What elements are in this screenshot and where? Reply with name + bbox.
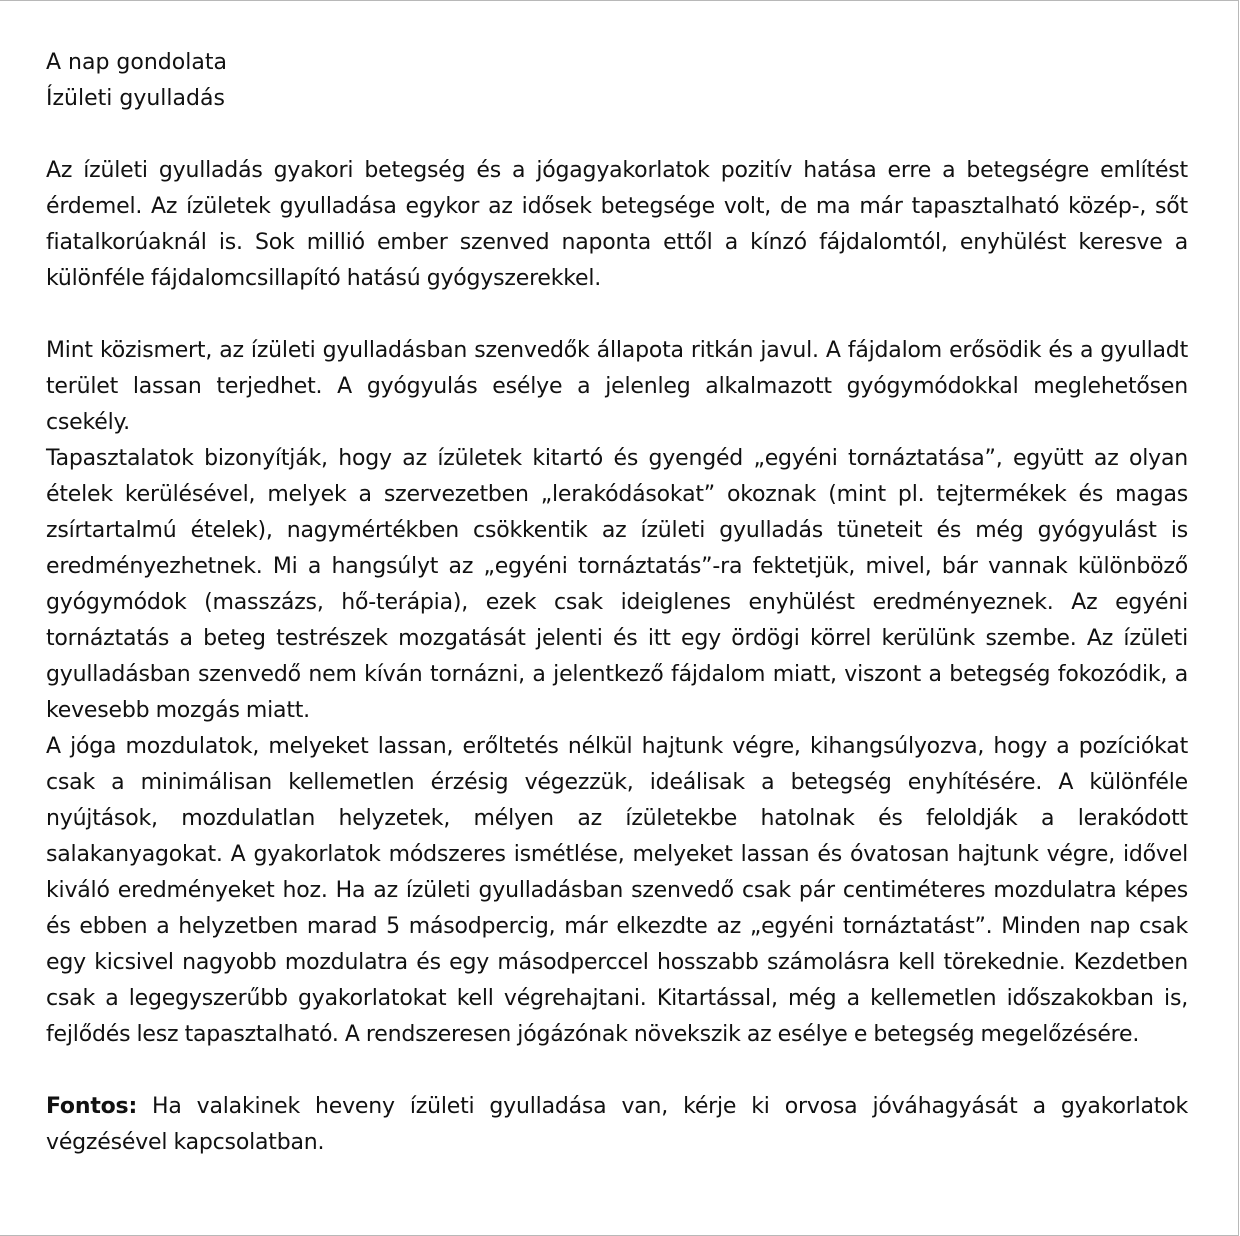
document-body (46, 45, 1188, 1161)
important-note-label: Fontos: (46, 1094, 138, 1119)
paragraph-intro: Az ízületi gyulladás gyakori betegség és a jógagyakorlatok pozitív hatása erre a betegségre említést érdemel. Az ízületek gyulladása egykor az idősek betegsége volt, de ma már tapasztalható közép-, sőt fiatalkorúaknál is. Sok millió ember szenved naponta ettől a kínzó fájdalomtól, enyhülést keresve a különféle fájdalomcsillapító hatású gyógyszerekkel. (46, 158, 1188, 291)
paragraph-yoga: A jóga mozdulatok, melyeket lassan, erőltetés nélkül hajtunk végre, kihangsúlyozva, hogy a pozíciókat csak a minimálisan kellemetlen érzésig végezzük, ideálisak a betegség enyhítésére. A különféle nyújtások, mozdulatlan helyzetek, mélyen az ízületekbe hatolnak és feloldják a lerakódott salakanyagokat. A gyakorlatok módszeres ismétlése, melyeket lassan és óvatosan hajtunk végre, idővel kiváló eredményeket hoz. Ha az ízületi gyulladásban szenvedő csak pár centiméteres mozdulatra képes és ebben a helyzetben marad 5 másodpercig, már elkezdte az „egyéni tornáztatást”. Minden nap csak egy kicsivel nagyobb mozdulatra és egy másodperccel hosszabb számolásra kell törekednie. Kezdetben csak a legegyszerűbb gyakorlatokat kell végrehajtani. Kitartással, még a kellemetlen időszakokban is, fejlődés lesz tapasztalható. A rendszeresen jógázónak növekszik az esélye e betegség megelőzésére. (46, 734, 1188, 1047)
important-note (46, 1089, 1188, 1161)
document-kicker: A nap gondolata (46, 50, 227, 75)
spacer (46, 297, 1188, 333)
paragraph-experience: Tapasztalatok bizonyítják, hogy az ízületek kitartó és gyengéd „egyéni tornáztatása”, együtt az olyan ételek kerülésével, melyek a szervezetben „lerakódásokat” okoznak (mint pl. tejtermékek és magas zsírtartalmú ételek), nagymértékben csökkentik az ízületi gyulladás tüneteit és még gyógyulást is eredményezhetnek. Mi a hangsúlyt az „egyéni tornáztatás”-ra fektetjük, mivel, bár vannak különböző gyógymódok (masszázs, hő-terápia), ezek csak ideiglenes enyhülést eredményeznek. Az egyéni tornáztatás a beteg testrészek mozgatását jelenti és itt egy ördögi körrel kerülünk szembe. Az ízületi gyulladásban szenvedő nem kíván tornázni, a jelentkező fájdalom miatt, viszont a betegség fokozódik, a kevesebb mozgás miatt. (46, 446, 1188, 723)
document-title: Ízületi gyulladás (46, 86, 225, 111)
spacer (46, 1053, 1188, 1089)
important-note-text: Ha valakinek heveny ízületi gyulladása van, kérje ki orvosa jóváhagyását a gyakorlatok végzésével kapcsolatban. (46, 1094, 1188, 1155)
spacer (46, 117, 1188, 153)
paragraph-condition: Mint közismert, az ízületi gyulladásban szenvedők állapota ritkán javul. A fájdalom erősödik és a gyulladt terület lassan terjedhet. A gyógyulás esélye a jelenleg alkalmazott gyógymódokkal meglehetősen csekély. (46, 338, 1188, 435)
